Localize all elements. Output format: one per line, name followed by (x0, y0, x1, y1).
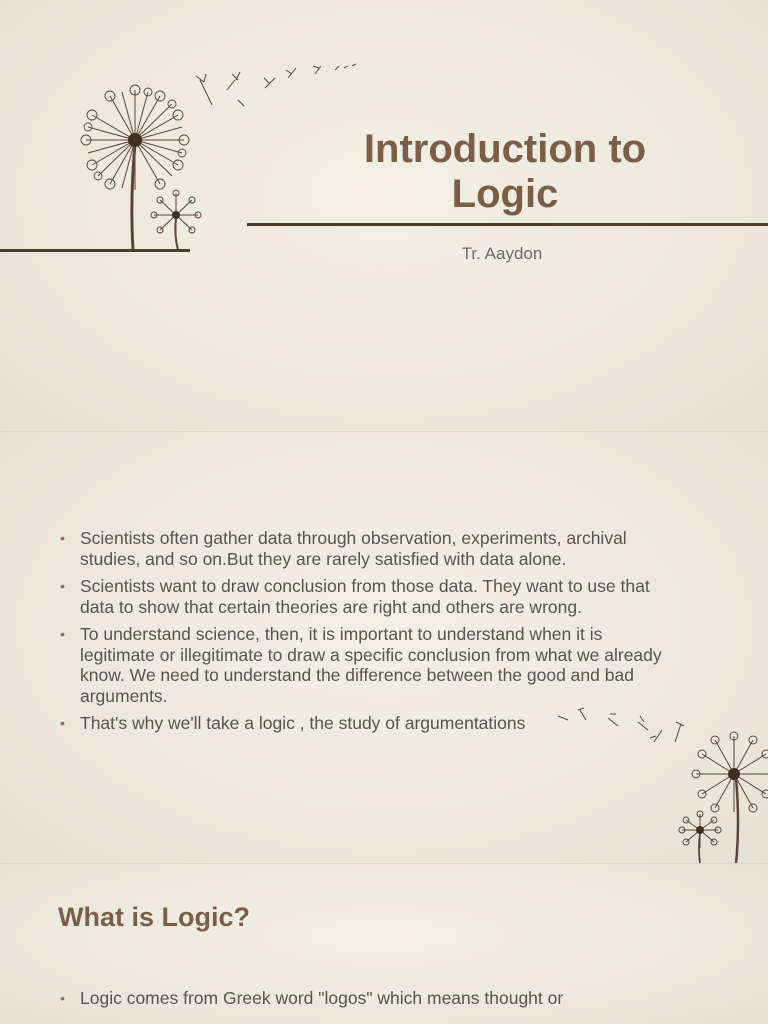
list-item (58, 528, 678, 569)
bullet-text: Scientists often gather data through observation, experiments, archival studies, and so on.But they are rarely satisfied with data alone. (80, 528, 627, 569)
list-item (58, 624, 678, 706)
title-slide (0, 0, 768, 432)
title-line-1: Introduction to (363, 127, 647, 171)
bullet-list (58, 988, 678, 1016)
bullet-text: That's why we'll take a logic , the study of argumentations (80, 713, 526, 733)
list-item (58, 988, 678, 1009)
bullet-icon: • (60, 715, 65, 731)
content-slide-2 (0, 864, 768, 1024)
slide-heading: What is Logic? (58, 902, 250, 932)
bullet-text: To understand science, then, it is important to understand when it is legitimate or illegitimate to draw a specific conclusion from what we already know. We need to understand the difference between the good and bad arguments. (80, 624, 662, 706)
dandelion-icon (550, 702, 768, 864)
title-divider (247, 223, 768, 226)
bullet-text: Scientists want to draw conclusion from those data. They want to use that data to show that certain theories are right and others are wrong. (80, 576, 650, 617)
bullet-icon: • (60, 990, 65, 1006)
ground-line (0, 249, 190, 252)
content-slide (0, 432, 768, 864)
slide-title (300, 127, 710, 217)
slide-subtitle: Tr. Aaydon (461, 244, 543, 263)
bullet-icon: • (60, 626, 65, 642)
title-line-2: Logic (451, 172, 559, 216)
bullet-icon: • (60, 578, 65, 594)
bullet-text: Logic comes from Greek word "logos" which means thought or (80, 988, 564, 1008)
bullet-icon: • (60, 530, 65, 546)
list-item (58, 576, 678, 617)
